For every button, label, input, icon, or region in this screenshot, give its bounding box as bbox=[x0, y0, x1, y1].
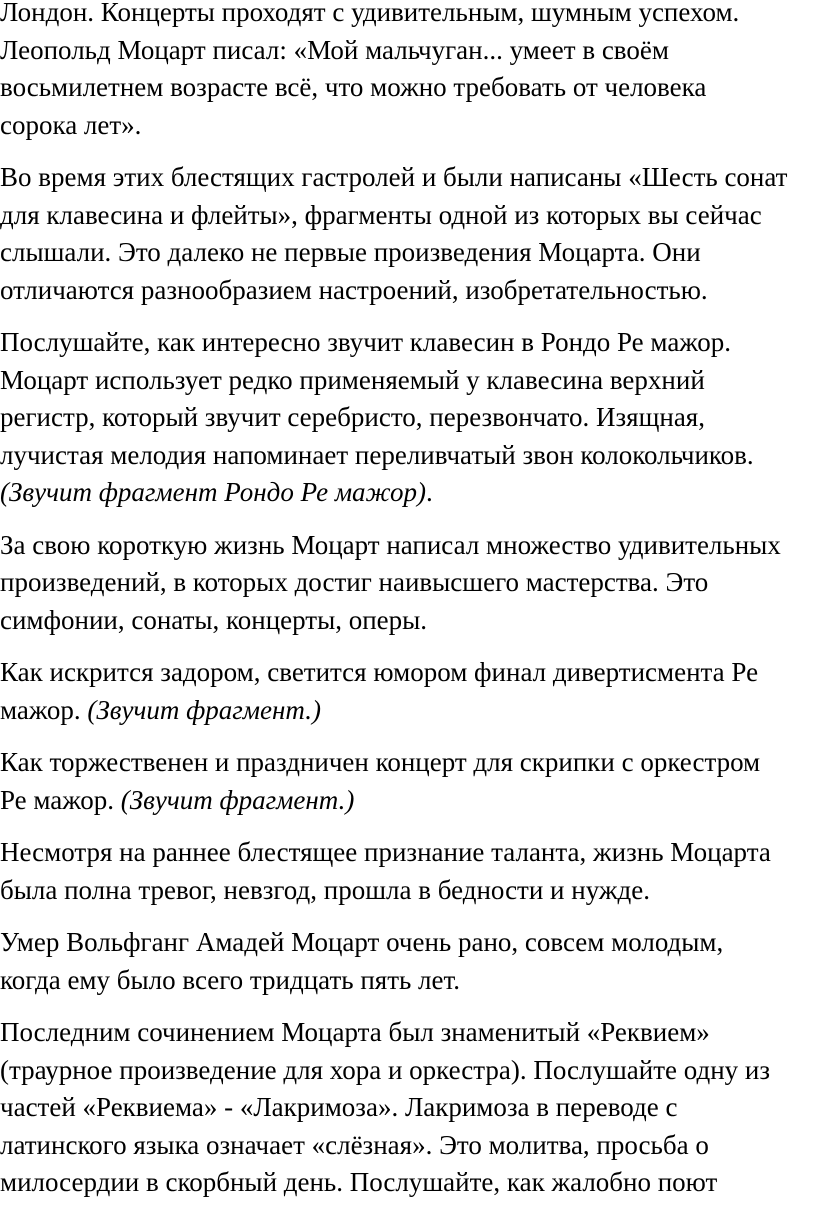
text-segment: частей «Реквиема» - «Лакримоза». Лакримоза в переводе с bbox=[0, 1092, 678, 1122]
text-line bbox=[0, 234, 816, 272]
paragraph bbox=[0, 324, 816, 512]
text-segment: восьмилетнем возрасте всё, что можно требовать от человека bbox=[0, 72, 707, 102]
text-line bbox=[0, 324, 816, 362]
text-segment: когда ему было всего тридцать пять лет. bbox=[0, 964, 461, 995]
text-line bbox=[0, 1164, 816, 1202]
text-line bbox=[0, 197, 816, 235]
text-segment: Во время этих блестящих гастролей и были написаны «Шесть сонат bbox=[0, 162, 788, 192]
paragraph bbox=[0, 159, 816, 309]
text-line bbox=[0, 69, 816, 107]
text-line bbox=[0, 602, 816, 640]
text-segment: регистр, который звучит серебристо, перезвончато. Изящная, bbox=[0, 402, 705, 432]
text-line bbox=[0, 834, 816, 872]
text-line bbox=[0, 0, 816, 32]
text-line bbox=[0, 1089, 816, 1127]
paragraph bbox=[0, 0, 816, 144]
paragraph bbox=[0, 654, 816, 729]
paragraph bbox=[0, 527, 816, 640]
text-line bbox=[0, 654, 816, 692]
text-segment: слышали. Это далеко не первые произведения Моцарта. Они bbox=[0, 237, 701, 267]
text-segment: . bbox=[426, 477, 433, 507]
text-line bbox=[0, 527, 816, 565]
text-segment: произведений, в которых достиг наивысшего мастерства. Это bbox=[0, 567, 709, 597]
text-segment: Несмотря на раннее блестящее признание таланта, жизнь Моцарта bbox=[0, 837, 771, 867]
text-line bbox=[0, 872, 816, 910]
text-line bbox=[0, 962, 816, 1000]
text-line bbox=[0, 32, 816, 70]
text-line bbox=[0, 1127, 816, 1165]
text-segment: латинского языка означает «слёзная». Это молитва, просьба о bbox=[0, 1129, 709, 1160]
text-segment: Лондон. Концерты проходят с удивительным, шумным успехом. bbox=[0, 0, 740, 27]
text-segment: была полна тревог, невзгод, прошла в бедности и нужде. bbox=[0, 874, 650, 905]
text-line bbox=[0, 564, 816, 602]
paragraph bbox=[0, 1014, 816, 1202]
text-line bbox=[0, 924, 816, 962]
text-line bbox=[0, 362, 816, 400]
text-line bbox=[0, 744, 816, 782]
text-line bbox=[0, 1014, 816, 1052]
text-line bbox=[0, 107, 816, 145]
text-segment: Послушайте, как интересно звучит клавесин в Рондо Ре мажор. bbox=[0, 327, 732, 357]
text-segment: Моцарт использует редко применяемый у клавесина верхний bbox=[0, 364, 705, 395]
italic-text-segment: (Звучит фрагмент Рондо Ре мажор) bbox=[0, 477, 426, 507]
text-line bbox=[0, 692, 816, 730]
paragraph bbox=[0, 924, 816, 999]
paragraph bbox=[0, 744, 816, 819]
text-line bbox=[0, 159, 816, 197]
text-segment: сорока лет». bbox=[0, 109, 142, 140]
italic-text-segment: (Звучит фрагмент.) bbox=[87, 694, 321, 725]
text-segment: милосердии в скорбный день. Послушайте, как жалобно поют bbox=[0, 1167, 718, 1197]
text-segment: мажор. bbox=[0, 694, 88, 725]
text-segment: Умер Вольфганг Амадей Моцарт очень рано, совсем молодым, bbox=[0, 927, 724, 957]
paragraph bbox=[0, 834, 816, 909]
text-segment: Леопольд Моцарт писал: «Мой мальчуган... умеет в своём bbox=[0, 34, 669, 65]
text-line bbox=[0, 782, 816, 820]
text-line bbox=[0, 399, 816, 437]
text-segment: За свою короткую жизнь Моцарт написал множество удивительных bbox=[0, 529, 781, 560]
text-line bbox=[0, 437, 816, 475]
text-line bbox=[0, 1052, 816, 1090]
text-segment: (траурное произведение для хора и оркестра). Послушайте одну из bbox=[0, 1054, 771, 1085]
text-segment: для клавесина и флейты», фрагменты одной из которых вы сейчас bbox=[0, 199, 762, 230]
text-segment: симфонии, сонаты, концерты, оперы. bbox=[0, 604, 428, 635]
text-segment: лучистая мелодия напоминает переливчатый звон колокольчиков. bbox=[0, 439, 754, 470]
text-segment: Ре мажор. bbox=[0, 784, 121, 815]
text-line bbox=[0, 272, 816, 310]
text-segment: Как торжественен и праздничен концерт для скрипки с оркестром bbox=[0, 747, 761, 777]
text-segment: отличаются разнообразием настроений, изобретательностью. bbox=[0, 274, 708, 305]
text-segment: Последним сочинением Моцарта был знаменитый «Реквием» bbox=[0, 1017, 710, 1047]
italic-text-segment: (Звучит фрагмент.) bbox=[120, 784, 355, 815]
text-line bbox=[0, 474, 816, 512]
text-segment: Как искрится задором, светится юмором финал дивертисмента Ре bbox=[0, 657, 759, 687]
